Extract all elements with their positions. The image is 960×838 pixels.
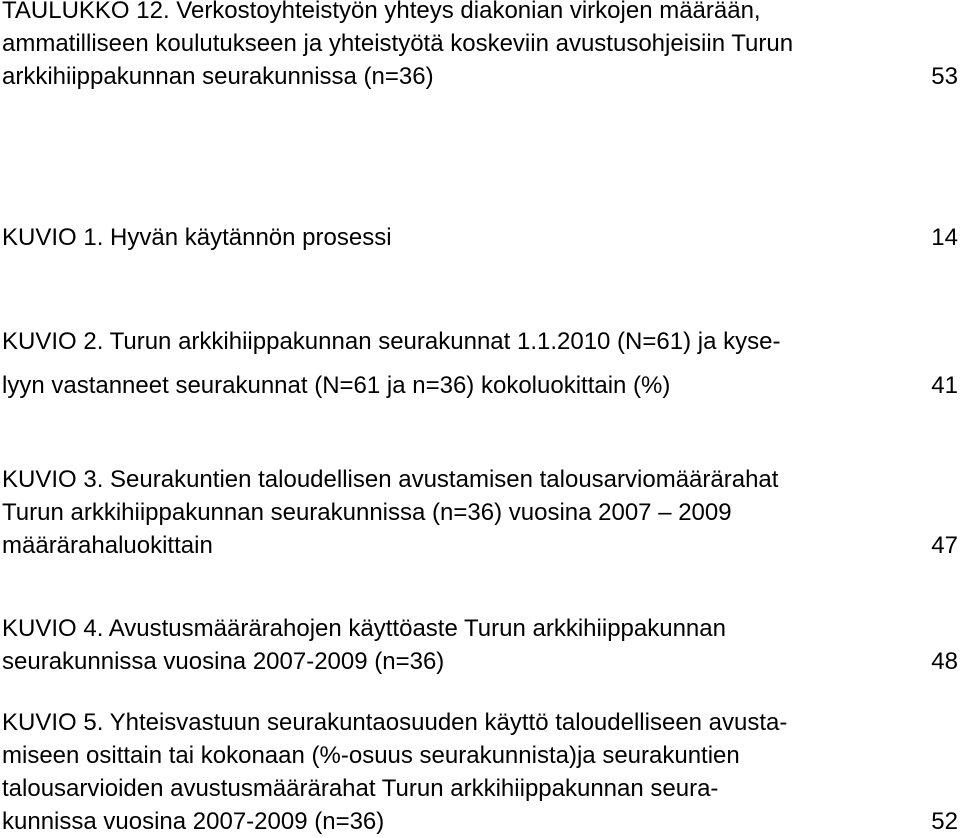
page-number: 53 xyxy=(931,63,958,90)
toc-line xyxy=(2,221,960,254)
toc-line xyxy=(2,739,960,772)
toc-line xyxy=(2,706,960,739)
page-number: 47 xyxy=(931,532,958,559)
toc-entry-text: Turun arkkihiippakunnan seurakunnissa (n=36) vuosina 2007 – 2009 xyxy=(2,499,732,526)
toc-entry-text: KUVIO 5. Yhteisvastuun seurakuntaosuuden käyttö taloudelliseen avusta- xyxy=(2,709,788,736)
toc-entry-kuvio-1 xyxy=(2,221,960,254)
toc-line xyxy=(2,369,960,402)
toc-entry-text: miseen osittain tai kokonaan (%-osuus seurakunnista)ja seurakuntien xyxy=(2,742,740,769)
toc-line xyxy=(2,612,960,645)
page-number: 41 xyxy=(931,372,958,399)
toc-entry-text: KUVIO 3. Seurakuntien taloudellisen avustamisen talousarviomäärärahat xyxy=(2,466,779,493)
page-number: 48 xyxy=(931,648,958,675)
toc-line xyxy=(2,463,960,496)
toc-entry-text: KUVIO 2. Turun arkkihiippakunnan seurakunnat 1.1.2010 (N=61) ja kyse- xyxy=(2,328,781,355)
toc-entry-text: arkkihiippakunnan seurakunnissa (n=36) xyxy=(2,63,434,90)
toc-line xyxy=(2,805,960,838)
page-number: 52 xyxy=(931,808,958,835)
toc-entry-text: seurakunnissa vuosina 2007-2009 (n=36) xyxy=(2,648,445,675)
toc-entry-text: KUVIO 1. Hyvän käytännön prosessi xyxy=(2,224,392,251)
toc-line xyxy=(2,60,960,93)
toc-entry-text: lyyn vastanneet seurakunnat (N=61 ja n=36) kokoluokittain (%) xyxy=(2,372,671,399)
toc-line xyxy=(2,0,960,27)
toc-entry-kuvio-5 xyxy=(2,706,960,838)
toc-entry-kuvio-2 xyxy=(2,325,960,402)
toc-entry-text: TAULUKKO 12. Verkostoyhteistyön yhteys diakonian virkojen määrään, xyxy=(2,0,761,24)
page-number: 14 xyxy=(931,224,958,251)
toc-entry-text: talousarvioiden avustusmäärärahat Turun arkkihiippakunnan seura- xyxy=(2,775,719,802)
toc-line xyxy=(2,772,960,805)
toc-line xyxy=(2,27,960,60)
toc-line xyxy=(2,325,960,369)
toc-entry-taulukko-12 xyxy=(2,0,960,93)
toc-line xyxy=(2,645,960,678)
toc-entry-text: määrärahaluokittain xyxy=(2,532,213,559)
toc-entry-text: ammatilliseen koulutukseen ja yhteistyötä koskeviin avustusohjeisiin Turun xyxy=(2,30,794,57)
toc-line xyxy=(2,529,960,562)
toc-entry-text: KUVIO 4. Avustusmäärärahojen käyttöaste Turun arkkihiippakunnan xyxy=(2,615,726,642)
toc-entry-text: kunnissa vuosina 2007-2009 (n=36) xyxy=(2,808,385,835)
toc-line xyxy=(2,496,960,529)
toc-entry-kuvio-4 xyxy=(2,612,960,678)
toc-entry-kuvio-3 xyxy=(2,463,960,562)
